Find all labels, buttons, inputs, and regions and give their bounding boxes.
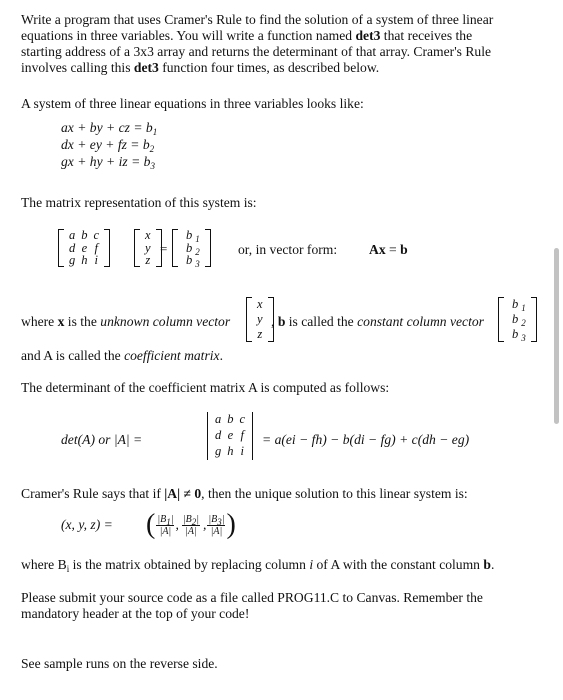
bi-note: where $B_i$ is the matrix obtained by replacing column i of A with the constant column b. [21,557,495,574]
det-lhs: det(A) or |A| = [61,432,143,447]
variable-vector: x y z [134,229,162,267]
unknown-vector: x y z [246,297,274,342]
intro-text: Write a program that uses Cramer's Rule to find the solution of a system of three linear [21,12,494,27]
solution-lhs: (x, y, z) = [61,517,113,532]
footer-note: See sample runs on the reverse side. [21,656,218,671]
determinant-intro: The determinant of the coefficient matrix A is computed as follows: [21,380,390,395]
equation-list [61,120,157,171]
vector-form-label: or, in vector form: [238,242,338,257]
constant-vector: b $_1$ b $_2$ b $_3$ [172,229,211,267]
submit-line: mandatory header at the top of your code! [21,606,250,621]
solution-fractions: ( $|B_1|$ |A| , $|B_2|$ |A| , $|B_3|$ |A| ) [146,509,236,540]
intro-line [21,44,543,60]
matrix-intro: The matrix representation of this system is: [21,195,257,210]
submit-line: Please submit your source code as a file called PROG11.C to Canvas. Remember the [21,590,483,605]
intro-text: involves calling this [21,60,134,75]
vertical-scrollbar[interactable] [554,248,559,424]
equation: ax + by + cz = $b_1$ [61,120,158,137]
constant-column-vector: b $_1$ b $_2$ b $_3$ [498,297,537,342]
where-line: where x is the unknown column vector [21,314,231,329]
fraction: $|B_1|$ |A| [157,513,174,537]
intro-text: starting address of a 3x3 array and returns the determinant of that array. Cramer's Rule [21,44,492,59]
vector-form-equation: Ax = b [369,242,408,257]
equation: gx + hy + iz = $b_3$ [61,154,155,171]
intro-line [21,12,543,28]
intro-text: equations in three variables. You will write a function named [21,28,356,43]
submit-paragraph [21,590,543,622]
function-name: det3 [355,28,381,43]
function-name: det3 [133,60,159,75]
intro-text: function four times, as described below. [158,60,380,75]
fraction: $|B_3|$ |A| [208,513,225,537]
coefficient-matrix: a b c d e f g h i [58,229,110,267]
equation: dx + ey + fz = $b_2$ [61,137,155,154]
where-line-continued: , b is called the constant column vector [271,314,484,329]
det-matrix: a b c d e f g h i [205,412,255,460]
intro-line [21,60,543,76]
det-rhs: = a(ei − fh) − b(di − fg) + c(dh − eg) [262,432,470,447]
intro-paragraph [21,12,543,76]
fraction: $|B_2|$ |A| [182,513,199,537]
equals-sign: = [160,241,168,256]
system-intro: A system of three linear equations in three variables looks like: [21,96,364,111]
coefficient-matrix-note: and A is called the coefficient matrix. [21,348,223,363]
intro-line [21,28,543,44]
cramer-rule-text: Cramer's Rule says that if |A| ≠ 0, then the unique solution to this linear system is: [21,486,468,501]
intro-text: that receives the [380,28,473,43]
